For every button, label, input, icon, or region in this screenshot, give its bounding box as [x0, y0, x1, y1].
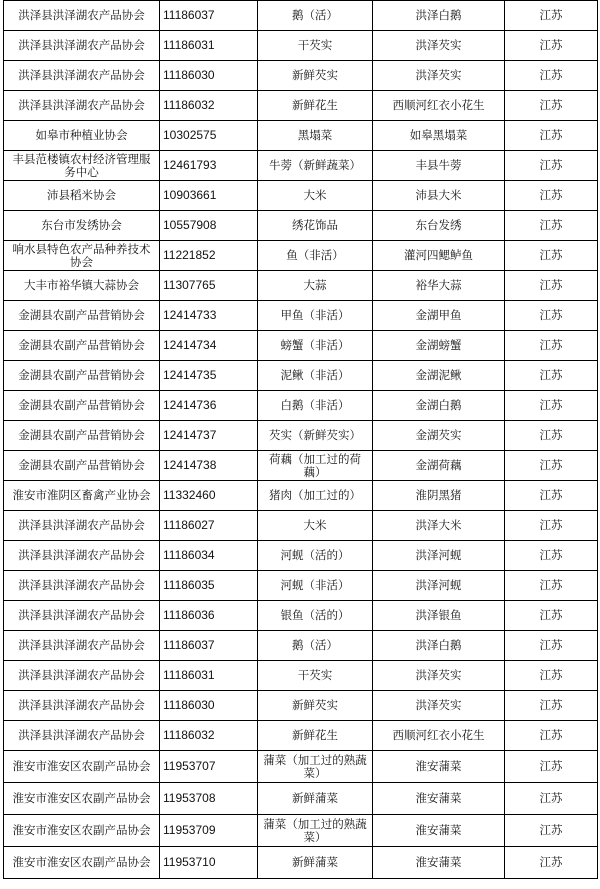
province-cell: 江苏 — [505, 661, 598, 691]
registration-number-cell: 11307765 — [160, 271, 258, 301]
product-cell: 蒲菜（加工过的熟蔬菜） — [258, 815, 373, 847]
association-cell: 洪泽县洪泽湖农产品协会 — [4, 31, 160, 61]
table-row — [4, 571, 598, 601]
table-row — [4, 847, 598, 879]
province-cell: 江苏 — [505, 511, 598, 541]
association-cell: 如皋市种植业协会 — [4, 121, 160, 151]
registration-number-cell: 11953707 — [160, 751, 258, 783]
province-cell: 江苏 — [505, 481, 598, 511]
association-cell: 响水县特色农产品种养技术协会 — [4, 241, 160, 271]
table-row — [4, 511, 598, 541]
association-cell: 洪泽县洪泽湖农产品协会 — [4, 691, 160, 721]
brand-name-cell: 金湖泥鳅 — [373, 361, 505, 391]
association-cell: 淮安市淮阴区畜禽产业协会 — [4, 481, 160, 511]
product-cell: 芡实（新鲜芡实） — [258, 421, 373, 451]
province-cell: 江苏 — [505, 31, 598, 61]
brand-name-cell: 洪泽河蚬 — [373, 541, 505, 571]
table-row — [4, 181, 598, 211]
association-cell: 金湖县农副产品营销协会 — [4, 361, 160, 391]
association-cell: 洪泽县洪泽湖农产品协会 — [4, 91, 160, 121]
table-row — [4, 391, 598, 421]
province-cell: 江苏 — [505, 361, 598, 391]
table-row — [4, 31, 598, 61]
registration-number-cell: 11186030 — [160, 691, 258, 721]
product-cell: 蒲菜（加工过的熟蔬菜） — [258, 751, 373, 783]
table-row — [4, 661, 598, 691]
association-cell: 洪泽县洪泽湖农产品协会 — [4, 1, 160, 31]
registration-number-cell: 12414737 — [160, 421, 258, 451]
table-row — [4, 601, 598, 631]
product-cell: 泥鳅（非活） — [258, 361, 373, 391]
association-cell: 金湖县农副产品营销协会 — [4, 391, 160, 421]
brand-name-cell: 金湖甲鱼 — [373, 301, 505, 331]
product-cell: 新鲜蒲菜 — [258, 847, 373, 879]
brand-name-cell: 洪泽白鹅 — [373, 1, 505, 31]
association-cell: 东台市发绣协会 — [4, 211, 160, 241]
province-cell: 江苏 — [505, 631, 598, 661]
product-cell: 黑塌菜 — [258, 121, 373, 151]
province-cell: 江苏 — [505, 391, 598, 421]
association-cell: 金湖县农副产品营销协会 — [4, 331, 160, 361]
product-cell: 鹅（活） — [258, 1, 373, 31]
province-cell: 江苏 — [505, 847, 598, 879]
table-row — [4, 331, 598, 361]
table-row — [4, 721, 598, 751]
brand-name-cell: 金湖荷藕 — [373, 451, 505, 481]
product-cell: 大米 — [258, 181, 373, 211]
association-cell: 洪泽县洪泽湖农产品协会 — [4, 571, 160, 601]
brand-name-cell: 洪泽芡实 — [373, 61, 505, 91]
product-cell: 新鲜芡实 — [258, 61, 373, 91]
table-row — [4, 631, 598, 661]
brand-name-cell: 金湖芡实 — [373, 421, 505, 451]
province-cell: 江苏 — [505, 121, 598, 151]
brand-name-cell: 洪泽芡实 — [373, 691, 505, 721]
brand-name-cell: 洪泽银鱼 — [373, 601, 505, 631]
association-cell: 金湖县农副产品营销协会 — [4, 451, 160, 481]
product-cell: 银鱼（活的） — [258, 601, 373, 631]
registration-number-cell: 10557908 — [160, 211, 258, 241]
province-cell: 江苏 — [505, 541, 598, 571]
table-row — [4, 241, 598, 271]
product-cell: 大蒜 — [258, 271, 373, 301]
registration-number-cell: 11953709 — [160, 815, 258, 847]
association-cell: 洪泽县洪泽湖农产品协会 — [4, 601, 160, 631]
association-cell: 洪泽县洪泽湖农产品协会 — [4, 721, 160, 751]
association-cell: 淮安市淮安区农副产品协会 — [4, 815, 160, 847]
association-cell: 金湖县农副产品营销协会 — [4, 421, 160, 451]
brand-name-cell: 沛县大米 — [373, 181, 505, 211]
product-cell: 新鲜花生 — [258, 91, 373, 121]
product-cell: 新鲜花生 — [258, 721, 373, 751]
registration-number-cell: 12414736 — [160, 391, 258, 421]
province-cell: 江苏 — [505, 181, 598, 211]
registration-number-cell: 11186031 — [160, 661, 258, 691]
province-cell: 江苏 — [505, 783, 598, 815]
brand-name-cell: 淮安蒲菜 — [373, 783, 505, 815]
trademark-table — [3, 0, 598, 879]
registration-number-cell: 10903661 — [160, 181, 258, 211]
product-cell: 干芡实 — [258, 31, 373, 61]
brand-name-cell: 西顺河红衣小花生 — [373, 721, 505, 751]
province-cell: 江苏 — [505, 1, 598, 31]
registration-number-cell: 11953710 — [160, 847, 258, 879]
association-cell: 丰县范楼镇农村经济管理服务中心 — [4, 151, 160, 181]
association-cell: 淮安市淮安区农副产品协会 — [4, 847, 160, 879]
registration-number-cell: 12461793 — [160, 151, 258, 181]
brand-name-cell: 洪泽芡实 — [373, 661, 505, 691]
brand-name-cell: 金湖螃蟹 — [373, 331, 505, 361]
province-cell: 江苏 — [505, 151, 598, 181]
brand-name-cell: 灌河四鳃鲈鱼 — [373, 241, 505, 271]
brand-name-cell: 裕华大蒜 — [373, 271, 505, 301]
brand-name-cell: 东台发绣 — [373, 211, 505, 241]
registration-number-cell: 12414738 — [160, 451, 258, 481]
province-cell: 江苏 — [505, 301, 598, 331]
product-cell: 螃蟹（非活） — [258, 331, 373, 361]
association-cell: 洪泽县洪泽湖农产品协会 — [4, 661, 160, 691]
association-cell: 洪泽县洪泽湖农产品协会 — [4, 61, 160, 91]
table-row — [4, 91, 598, 121]
registration-number-cell: 11186036 — [160, 601, 258, 631]
table-row — [4, 541, 598, 571]
product-cell: 绣花饰品 — [258, 211, 373, 241]
table-row — [4, 61, 598, 91]
registration-number-cell: 11186034 — [160, 541, 258, 571]
province-cell: 江苏 — [505, 451, 598, 481]
product-cell: 河蚬（活的） — [258, 541, 373, 571]
product-cell: 牛蒡（新鲜蔬菜） — [258, 151, 373, 181]
product-cell: 新鲜芡实 — [258, 691, 373, 721]
brand-name-cell: 洪泽河蚬 — [373, 571, 505, 601]
province-cell: 江苏 — [505, 601, 598, 631]
association-cell: 洪泽县洪泽湖农产品协会 — [4, 511, 160, 541]
province-cell: 江苏 — [505, 751, 598, 783]
product-cell: 鹅（活） — [258, 631, 373, 661]
registration-number-cell: 11186031 — [160, 31, 258, 61]
table-row — [4, 783, 598, 815]
product-cell: 大米 — [258, 511, 373, 541]
registration-number-cell: 11186032 — [160, 721, 258, 751]
registration-number-cell: 11186037 — [160, 1, 258, 31]
brand-name-cell: 金湖白鹅 — [373, 391, 505, 421]
association-cell: 淮安市淮安区农副产品协会 — [4, 783, 160, 815]
province-cell: 江苏 — [505, 815, 598, 847]
registration-number-cell: 12414733 — [160, 301, 258, 331]
province-cell: 江苏 — [505, 91, 598, 121]
registration-number-cell: 11953708 — [160, 783, 258, 815]
table-body — [4, 1, 598, 879]
association-cell: 金湖县农副产品营销协会 — [4, 301, 160, 331]
registration-number-cell: 11186032 — [160, 91, 258, 121]
province-cell: 江苏 — [505, 421, 598, 451]
product-cell: 河蚬（非活） — [258, 571, 373, 601]
brand-name-cell: 西顺河红衣小花生 — [373, 91, 505, 121]
brand-name-cell: 丰县牛蒡 — [373, 151, 505, 181]
province-cell: 江苏 — [505, 571, 598, 601]
registration-number-cell: 12414734 — [160, 331, 258, 361]
brand-name-cell: 如皋黑塌菜 — [373, 121, 505, 151]
registration-number-cell: 10302575 — [160, 121, 258, 151]
table-row — [4, 421, 598, 451]
province-cell: 江苏 — [505, 331, 598, 361]
association-cell: 沛县稻米协会 — [4, 181, 160, 211]
table-row — [4, 301, 598, 331]
product-cell: 甲鱼（非活） — [258, 301, 373, 331]
registration-number-cell: 11332460 — [160, 481, 258, 511]
product-cell: 白鹅（非活） — [258, 391, 373, 421]
table-row — [4, 1, 598, 31]
table-row — [4, 815, 598, 847]
brand-name-cell: 淮安蒲菜 — [373, 815, 505, 847]
province-cell: 江苏 — [505, 691, 598, 721]
product-cell: 鱼（非活） — [258, 241, 373, 271]
table-row — [4, 271, 598, 301]
registration-number-cell: 11186027 — [160, 511, 258, 541]
table-row — [4, 691, 598, 721]
province-cell: 江苏 — [505, 61, 598, 91]
table-row — [4, 361, 598, 391]
province-cell: 江苏 — [505, 721, 598, 751]
product-cell: 干芡实 — [258, 661, 373, 691]
brand-name-cell: 淮安蒲菜 — [373, 847, 505, 879]
table-row — [4, 121, 598, 151]
association-cell: 淮安市淮安区农副产品协会 — [4, 751, 160, 783]
registration-number-cell: 11186037 — [160, 631, 258, 661]
brand-name-cell: 淮安蒲菜 — [373, 751, 505, 783]
province-cell: 江苏 — [505, 211, 598, 241]
association-cell: 洪泽县洪泽湖农产品协会 — [4, 631, 160, 661]
table-row — [4, 451, 598, 481]
registration-number-cell: 11186035 — [160, 571, 258, 601]
association-cell: 大丰市裕华镇大蒜协会 — [4, 271, 160, 301]
registration-number-cell: 11221852 — [160, 241, 258, 271]
table-row — [4, 151, 598, 181]
table-row — [4, 481, 598, 511]
brand-name-cell: 淮阴黑猪 — [373, 481, 505, 511]
province-cell: 江苏 — [505, 271, 598, 301]
brand-name-cell: 洪泽芡实 — [373, 31, 505, 61]
product-cell: 新鲜蒲菜 — [258, 783, 373, 815]
table-row — [4, 211, 598, 241]
registration-number-cell: 11186030 — [160, 61, 258, 91]
province-cell: 江苏 — [505, 241, 598, 271]
product-cell: 荷藕（加工过的荷藕） — [258, 451, 373, 481]
association-cell: 洪泽县洪泽湖农产品协会 — [4, 541, 160, 571]
brand-name-cell: 洪泽大米 — [373, 511, 505, 541]
registration-number-cell: 12414735 — [160, 361, 258, 391]
table-row — [4, 751, 598, 783]
brand-name-cell: 洪泽白鹅 — [373, 631, 505, 661]
product-cell: 猪肉（加工过的） — [258, 481, 373, 511]
